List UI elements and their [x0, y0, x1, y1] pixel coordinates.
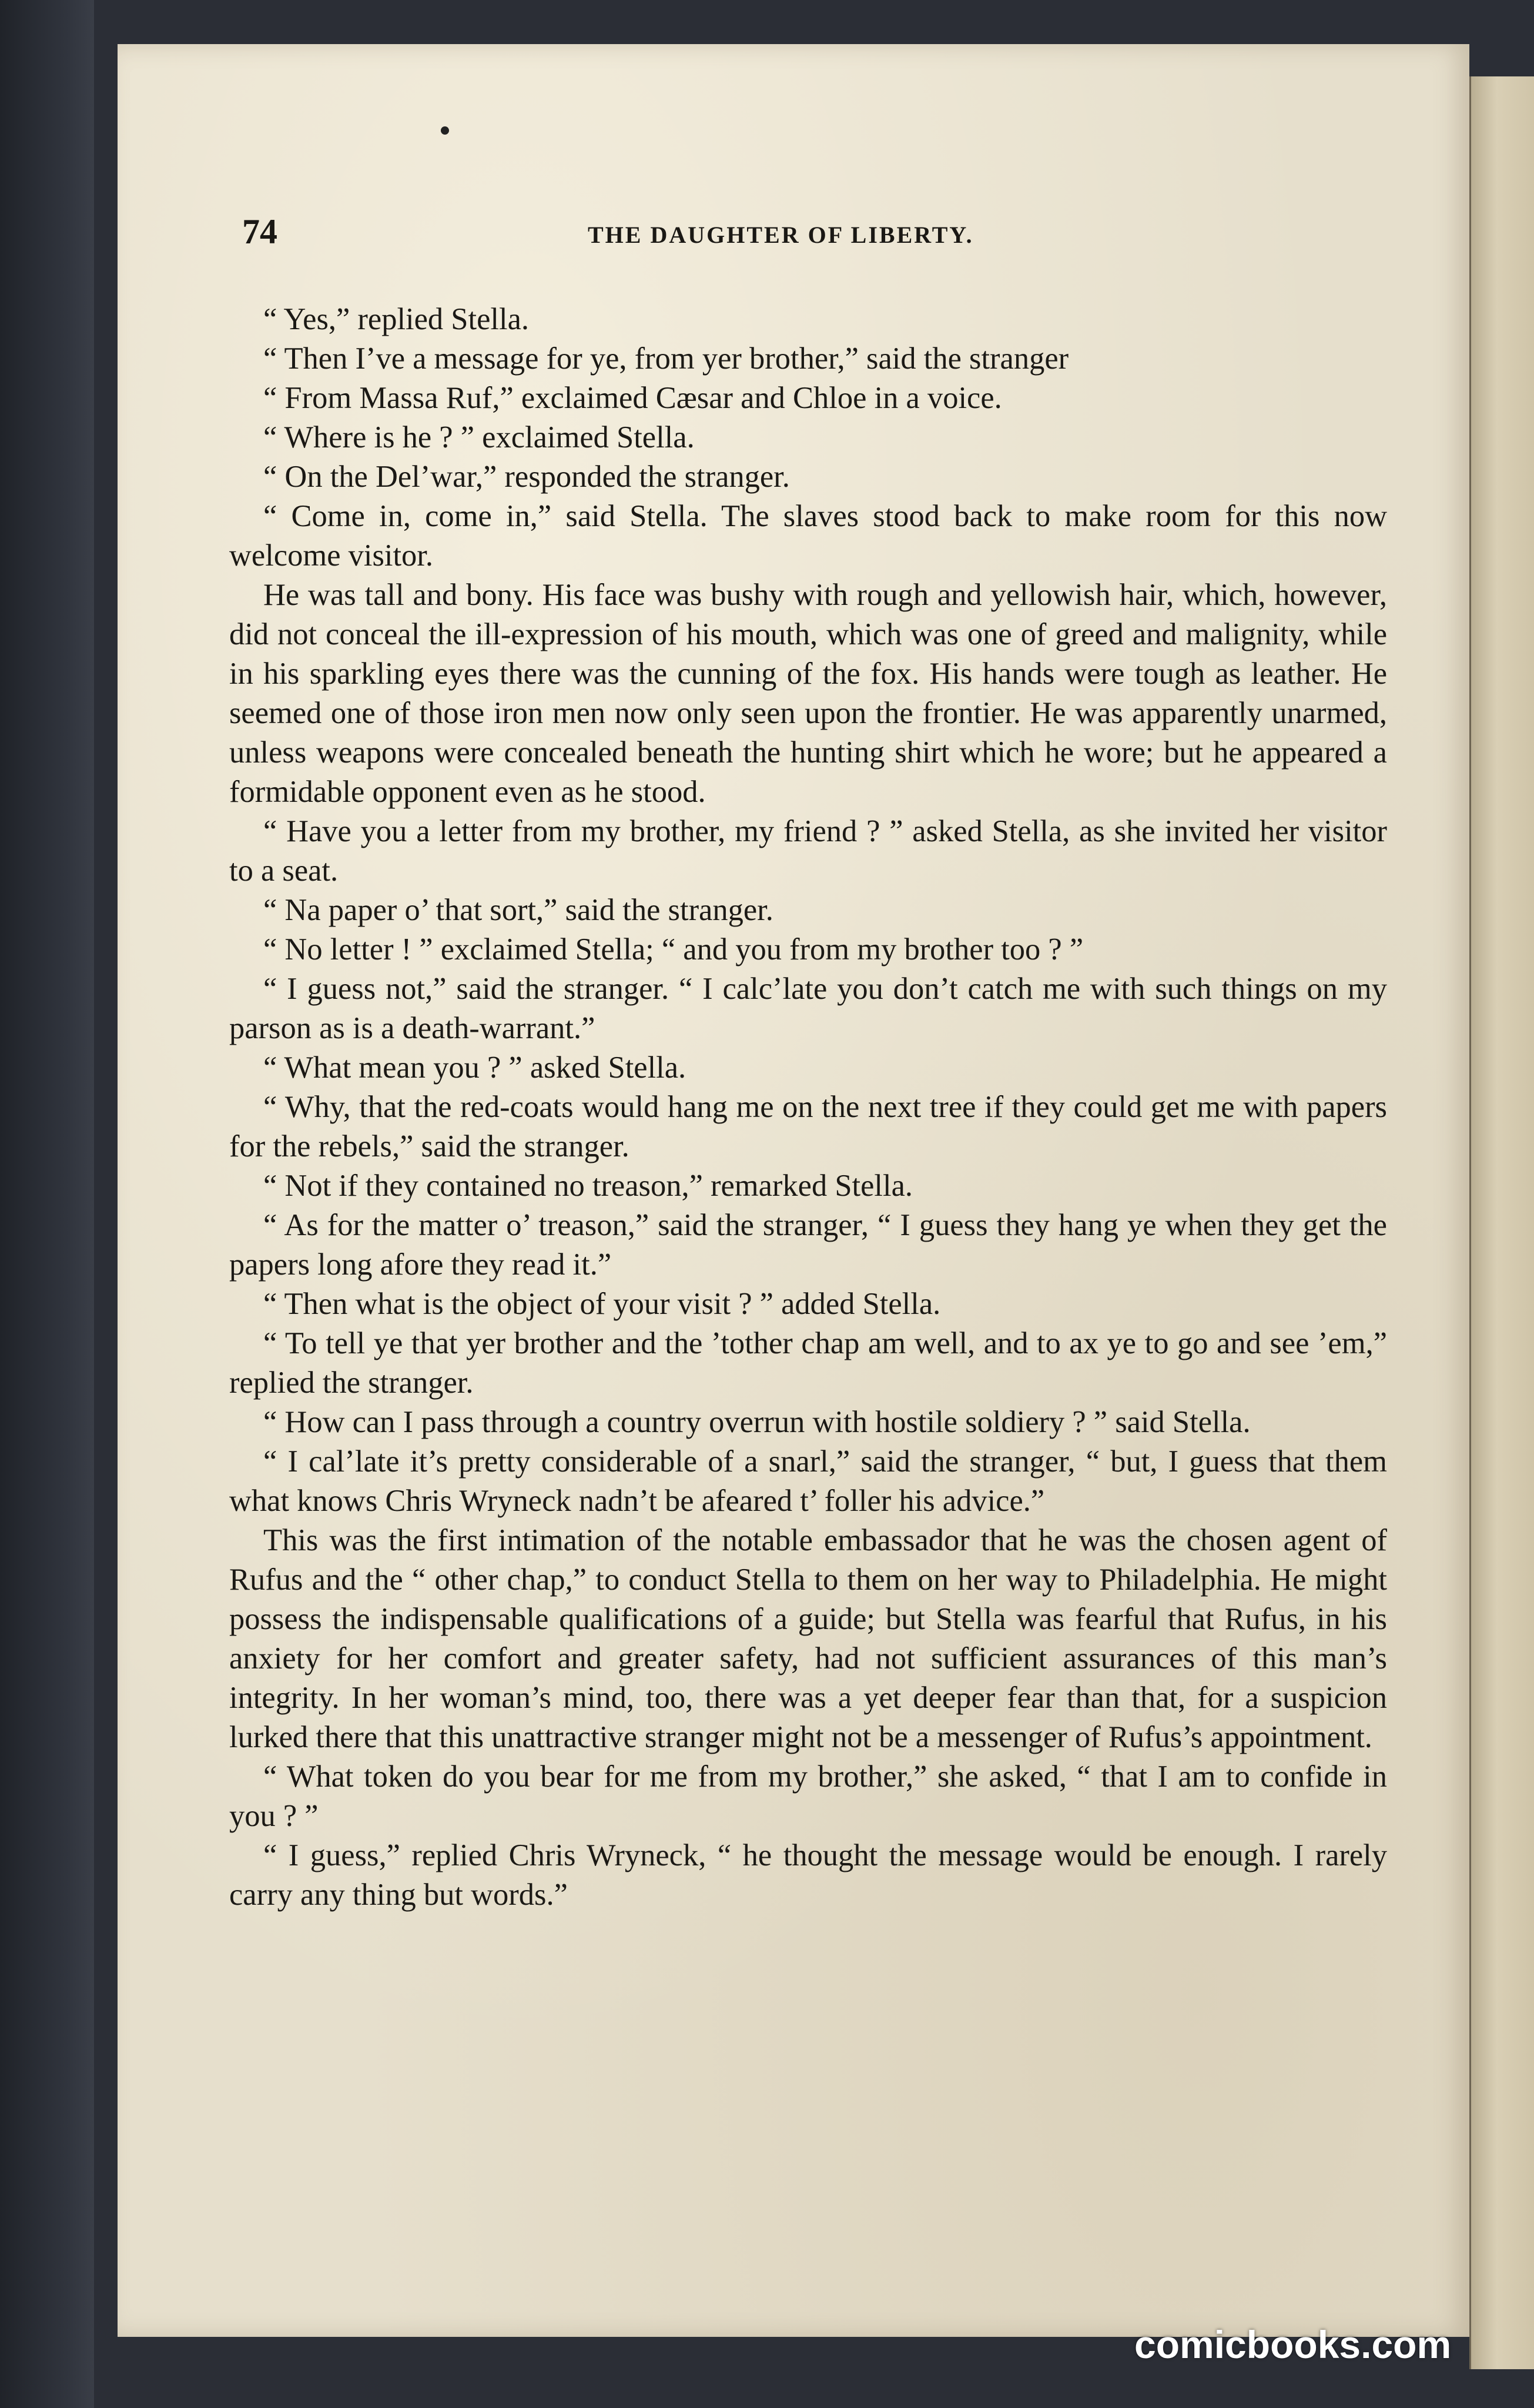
paragraph: “ I guess,” replied Chris Wryneck, “ he thought the message would be enough. I rarely carry any thing but words.”	[229, 1838, 1387, 1912]
paragraph: “ On the Del’war,” responded the stranger.	[263, 460, 790, 494]
paragraph: “ From Massa Ruf,” exclaimed Cæsar and Chloe in a voice.	[263, 381, 1002, 415]
paragraph: “ Come in, come in,” said Stella. The slaves stood back to make room for this now welcome visitor.	[229, 499, 1387, 573]
paragraph: “ Where is he ? ” exclaimed Stella.	[263, 420, 695, 454]
paragraph: “ To tell ye that yer brother and the ’tother chap am well, and to ax ye to go and see ’em,” replied the stranger.	[229, 1326, 1387, 1400]
paragraph: “ Na paper o’ that sort,” said the stranger.	[263, 893, 773, 927]
paragraph: “ As for the matter o’ treason,” said the stranger, “ I guess they hang ye when they get the papers long afore they read it.”	[229, 1208, 1387, 1282]
paragraph: He was tall and bony. His face was bushy with rough and yellowish hair, which, however, did not conceal the ill-expression of his mouth, which was one of greed and malignity, while in his sparkling eyes there was the cunning of the fox. His hands were tough as leather. He seemed one of those iron men now only seen upon the frontier. He was apparently unarmed, unless weapons were concealed beneath the hunting shirt which he wore; but he appeared a formidable opponent even as he stood.	[229, 578, 1387, 809]
paragraph: “ How can I pass through a country overrun with hostile soldiery ? ” said Stella.	[263, 1405, 1251, 1439]
next-page-edge	[1469, 76, 1534, 2369]
paragraph: “ What mean you ? ” asked Stella.	[263, 1051, 686, 1085]
watermark: comicbooks.com	[1134, 2323, 1452, 2366]
paragraph: “ Then what is the object of your visit ? ” added Stella.	[263, 1287, 941, 1321]
running-head: THE DAUGHTER OF LIBERTY.	[588, 222, 974, 248]
paragraph: “ Not if they contained no treason,” remarked Stella.	[263, 1169, 913, 1203]
paragraph: “ What token do you bear for me from my brother,” she asked, “ that I am to confide in you ? ”	[229, 1760, 1387, 1833]
page-number: 74	[242, 212, 277, 251]
paragraph: “ Yes,” replied Stella.	[263, 302, 529, 336]
book-binding	[0, 0, 94, 2408]
paragraph: “ Then I’ve a message for ye, from yer brother,” said the stranger	[263, 342, 1069, 376]
paragraph: “ Why, that the red-coats would hang me on the next tree if they could get me with papers for the rebels,” said the stranger.	[229, 1090, 1387, 1163]
paragraph: “ Have you a letter from my brother, my friend ? ” asked Stella, as she invited her visitor to a seat.	[229, 814, 1387, 888]
paragraph: “ No letter ! ” exclaimed Stella; “ and you from my brother too ? ”	[263, 932, 1084, 966]
paragraph: “ I guess not,” said the stranger. “ I calc’late you don’t catch me with such things on my parson as is a death-warrant.”	[229, 972, 1387, 1045]
body-text	[229, 300, 1387, 1915]
paragraph: This was the first intimation of the notable embassador that he was the chosen agent of Rufus and the “ other chap,” to conduct Stella to them on her way to Philadelphia. He might possess the indispensable qualifications of a guide; but Stella was fearful that Rufus, in his anxiety for her comfort and greater safety, had not sufficient assurances of this man’s integrity. In her woman’s mind, too, there was a yet deeper fear than that, for a suspicion lurked there that this unattractive stranger might not be a messenger of Rufus’s appointment.	[229, 1523, 1387, 1754]
paragraph: “ I cal’late it’s pretty considerable of a snarl,” said the stranger, “ but, I guess that them what knows Chris Wryneck nadn’t be afeared t’ foller his advice.”	[229, 1444, 1387, 1518]
ink-dot	[441, 126, 449, 135]
